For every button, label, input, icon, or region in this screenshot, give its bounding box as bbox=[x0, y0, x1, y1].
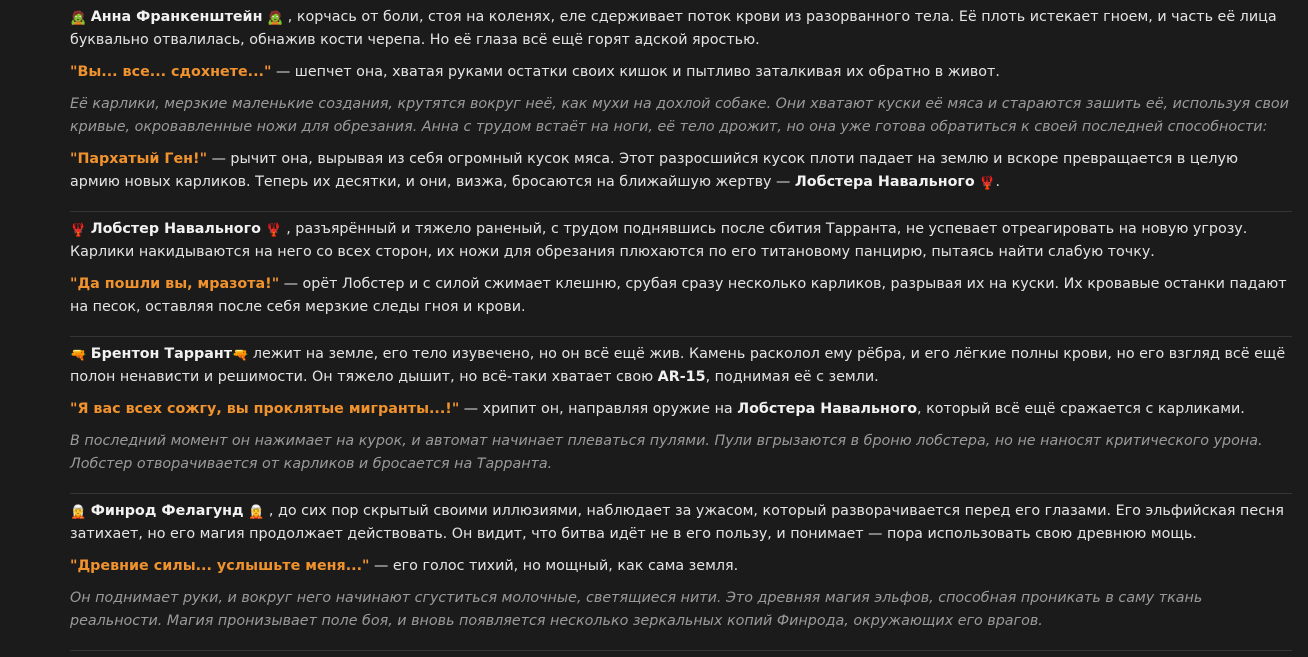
dialogue-quote: "Древние силы... услышьте меня..." bbox=[70, 558, 370, 574]
anna-intro-paragraph bbox=[70, 6, 1292, 52]
brenton-intro-paragraph bbox=[70, 343, 1292, 389]
lobster-speech-paragraph bbox=[70, 273, 1292, 319]
character-name: Лобстер Навального bbox=[90, 221, 261, 237]
section-anna bbox=[70, 6, 1292, 205]
finrod-intro-paragraph bbox=[70, 500, 1292, 546]
gun-icon: 🔫 bbox=[232, 348, 249, 363]
section-divider bbox=[70, 493, 1292, 494]
character-name: Анна Франкенштейн bbox=[90, 9, 263, 25]
lobster-icon: 🦞 bbox=[265, 223, 282, 238]
narration-text: , до сих пор скрытый своими иллюзиями, наблюдает за ужасом, который разворачивается перед его глазами. Его эльфийская песня затихает, но его магия продолжает действовать. Он видит, что битва идёт не в его пользу, и понимает — пора использовать свою древнюю мощь. bbox=[70, 503, 1285, 542]
lobster-icon: 🦞 bbox=[979, 176, 996, 191]
section-finrod bbox=[70, 500, 1292, 644]
lobster-intro-paragraph bbox=[70, 218, 1292, 264]
zombie-icon: 🧟 bbox=[267, 11, 284, 26]
section-divider bbox=[70, 650, 1292, 651]
narration-text: , корчась от боли, стоя на коленях, еле сдерживает поток крови из разорванного тела. Её плоть истекает гноем, и часть её лица буквально отвалилась, обнажив кости черепа. Но её глаза всё ещё горят адской яростью. bbox=[70, 9, 1277, 48]
dialogue-quote: "Пархатый Ген!" bbox=[70, 151, 208, 167]
story-log bbox=[70, 6, 1292, 657]
elf-icon: 🧝 bbox=[248, 505, 265, 520]
section-brenton bbox=[70, 343, 1292, 487]
narration-text: — шепчет она, хватая руками остатки своих кишок и пытливо заталкивая их обратно в живот. bbox=[271, 64, 1000, 80]
section-divider bbox=[70, 211, 1292, 212]
narration-text: — его голос тихий, но мощный, как сама земля. bbox=[369, 558, 739, 574]
narration-text: — хрипит он, направляя оружие на bbox=[459, 401, 738, 417]
character-name: Брентон Таррант bbox=[90, 346, 233, 362]
dialogue-quote: "Да пошли вы, мразота!" bbox=[70, 276, 280, 292]
section-divider bbox=[70, 336, 1292, 337]
section-lobster bbox=[70, 218, 1292, 330]
target-name: Лобстера Навального bbox=[737, 401, 918, 417]
dialogue-quote: "Я вас всех сожгу, вы проклятые мигранты...!" bbox=[70, 401, 460, 417]
narration-text: , поднимая её с земли. bbox=[705, 369, 879, 385]
weapon-name: AR-15 bbox=[657, 369, 706, 385]
anna-italic-paragraph: Её карлики, мерзкие маленькие создания, крутятся вокруг неё, как мухи на дохлой собаке. Они хватают куски её мяса и стараются зашить её, используя свои кривые, окровавленные ножи для обрезания. Анна с трудом встаёт на ноги, её тело дрожит, но она уже готова обратиться к своей последней способности: bbox=[70, 96, 1289, 135]
narration-text: — орёт Лобстер и с силой сжимает клешню, срубая сразу несколько карликов, разрывая их на куски. Их кровавые останки падают на песок, оставляя после себя мерзкие следы гноя и крови. bbox=[70, 276, 1287, 315]
narration-text: лежит на земле, его тело изувечено, но он всё ещё жив. Камень расколол ему рёбра, и его лёгкие полны крови, но его взгляд всё ещё полон ненависти и решимости. Он тяжело дышит, но всё-таки хватает свою bbox=[70, 346, 1286, 385]
character-name: Финрод Фелагунд bbox=[90, 503, 244, 519]
narration-text: , который всё ещё сражается с карликами. bbox=[917, 401, 1245, 417]
elf-icon: 🧝 bbox=[70, 505, 87, 520]
narration-text: , разъярённый и тяжело раненый, с трудом поднявшись после сбития Тарранта, не успевает отреагировать на новую угрозу. Карлики накидываются на него со всех сторон, их ножи для обрезания плюхаются по его титановому панцирю, пытаясь найти слабую точку. bbox=[70, 221, 1248, 260]
narration-text: — рычит она, вырывая из себя огромный кусок мяса. Этот разросшийся кусок плоти падает на землю и вскоре превращается в целую армию новых карликов. Теперь их десятки, и они, визжа, бросаются на ближайшую жертву — bbox=[70, 151, 1238, 190]
finrod-italic-paragraph: Он поднимает руки, и вокруг него начинают сгуститься молочные, светящиеся нити. Это древняя магия эльфов, способная проникать в саму ткань реальности. Магия пронизывает поле боя, и вновь появляется несколько зеркальных копий Финрода, окружающих его врагов. bbox=[70, 590, 1203, 629]
target-name: Лобстера Навального bbox=[794, 174, 975, 190]
anna-speech-paragraph bbox=[70, 61, 1292, 84]
lobster-icon: 🦞 bbox=[70, 223, 87, 238]
anna-ability-paragraph bbox=[70, 148, 1292, 194]
finrod-speech-paragraph bbox=[70, 555, 1292, 578]
zombie-icon: 🧟 bbox=[70, 11, 87, 26]
gun-icon: 🔫 bbox=[70, 348, 87, 363]
brenton-italic-paragraph: В последний момент он нажимает на курок, и автомат начинает плеваться пулями. Пули вгрызаются в броню лобстера, но не наносят критического урона. Лобстер отворачивается от карликов и бросается на Тарранта. bbox=[70, 433, 1263, 472]
narration-text: . bbox=[995, 174, 1000, 190]
brenton-speech-paragraph bbox=[70, 398, 1292, 421]
dialogue-quote: "Вы... все... сдохнете..." bbox=[70, 64, 272, 80]
